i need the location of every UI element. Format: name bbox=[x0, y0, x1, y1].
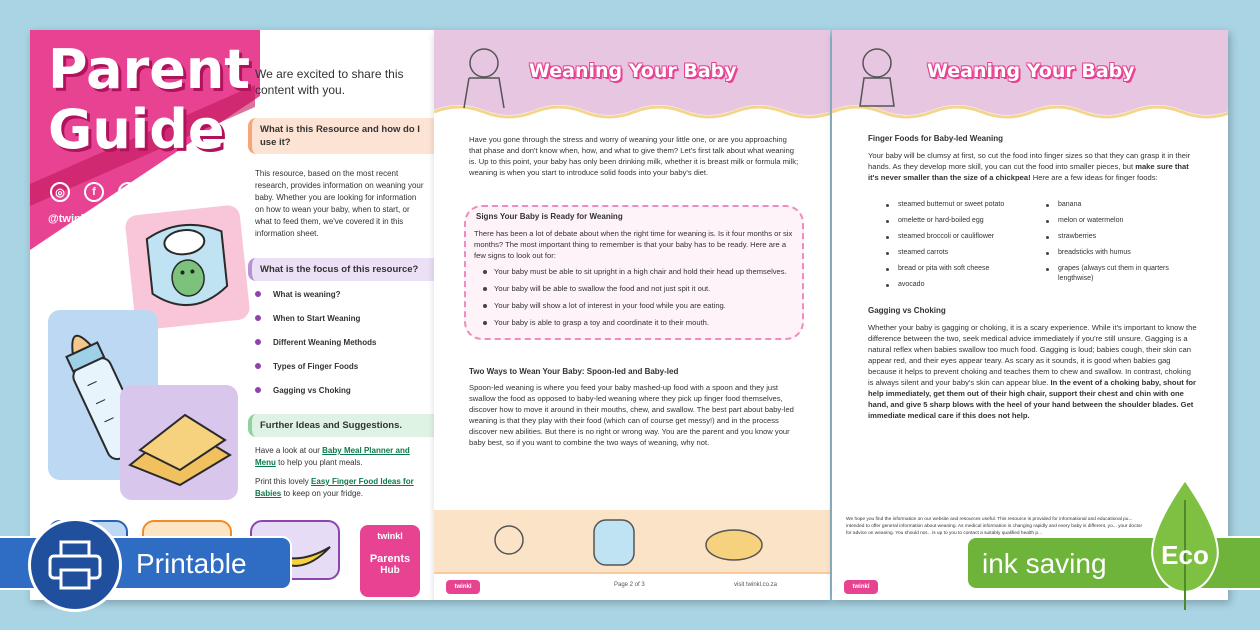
facebook-icon[interactable]: f bbox=[84, 182, 104, 202]
page-title: Weaning Your Baby bbox=[927, 60, 1135, 82]
list-item: Your baby will be able to swallow the food and not just spit it out. bbox=[480, 283, 796, 294]
footer-bar bbox=[434, 572, 830, 600]
twinkl-logo: twinkl bbox=[844, 580, 878, 594]
focus-item: Gagging vs Choking bbox=[255, 378, 376, 402]
pinterest-icon[interactable]: p bbox=[118, 182, 138, 202]
finger-text: Your baby will be clumsy at first, so cut the food into finger sizes so that they can grasp it in their hands. As they develop more skill, you can cut the food into smaller pieces, but bbox=[868, 151, 1191, 171]
list-item: omelette or hard-boiled egg bbox=[882, 216, 1052, 226]
footer-sketches bbox=[434, 510, 830, 572]
further-text: to keep on your fridge. bbox=[281, 489, 364, 498]
printable-label: Printable bbox=[136, 548, 247, 579]
list-item: avocado bbox=[882, 280, 1052, 290]
list-item: melon or watermelon bbox=[1042, 216, 1172, 226]
printable-badge bbox=[0, 536, 292, 590]
logo-line-1: Parents bbox=[369, 553, 411, 565]
signs-list bbox=[480, 266, 796, 334]
footer-url: visit twinkl.co.za bbox=[734, 582, 778, 588]
foods-list-col1 bbox=[882, 200, 1052, 296]
parent-guide-page bbox=[30, 30, 434, 600]
intro-paragraph: Have you gone through the stress and worry of weaning your little one, or are you approaching that phase and don't know when, how, and what to give them? Let's first talk about what weaning is. Up to this point, your baby has only been drinking milk, whether it is breast milk or formula milk; weaning is when you start to introduce solid foods into your baby's diet. bbox=[469, 135, 799, 177]
gagging-paragraph bbox=[868, 322, 1198, 421]
further-text: Have a look at our bbox=[255, 446, 323, 455]
gag-bold: In the event of a choking baby, shout for help immediately, get them out of their high chair, support their chest and chin with one hand, and give 5 sharp blows with the heel of your hand between the shoulder blades. Get immediate medical care if this does not help. bbox=[868, 378, 1196, 420]
printer-icon bbox=[28, 518, 122, 612]
ways-heading: Two Ways to Wean Your Baby: Spoon-led and Baby-led bbox=[469, 367, 679, 376]
page-number: Page 2 of 3 bbox=[614, 582, 645, 588]
ink-saving-label: ink saving bbox=[982, 548, 1107, 579]
crepes-illustration bbox=[120, 385, 238, 500]
list-item: steamed broccoli or cauliflower bbox=[882, 232, 1052, 242]
eco-label: Eco bbox=[1161, 540, 1209, 570]
weaning-page-2 bbox=[434, 30, 830, 600]
focus-item: What is weaning? bbox=[255, 282, 376, 306]
finger-bold: make sure that it's never smaller than the size of a chickpea! bbox=[868, 162, 1189, 182]
intro-text: We are excited to share this content with you. bbox=[255, 67, 404, 97]
focus-list bbox=[255, 282, 376, 402]
signs-intro: There has been a lot of debate about when the right time for weaning is. Is it four months or six months? The most important thing to remember is that your baby has to be ready. Here are a few signs to look out for: bbox=[474, 229, 793, 260]
baby-highchair-sketch bbox=[449, 38, 524, 113]
disclaimer-text: We hope you find the information on our website and resources useful. This resource is provided for informational and educational pu... intended to offer general information about weaning. As medical information is changing rapidly and every baby is different, yo... your doctor for advice on weaning. You should not... is up to you to contact a suitably qualified health p... bbox=[846, 517, 1143, 536]
list-item: grapes (always cut them in quarters lengthwise) bbox=[1042, 264, 1172, 284]
list-item: Your baby must be able to sit upright in a high chair and hold their head up themselves. bbox=[480, 266, 796, 277]
title-line-2: Guide bbox=[48, 98, 225, 161]
section-heading-focus: What is the focus of this resource? bbox=[248, 258, 434, 281]
gag-text: Whether your baby is gagging or choking, it is a scary experience. While it's important to know the difference between the two, seek medical advice immediately if you're still unsure. Gagging is a natural reflex when babies swallow too much food. Gagging is loud; babies cough, their skin can appear red, and their eyes appear teary. As scary as it sounds, it is good when babies gag because it helps to prevent choking and teaches them to chew and swallow. In contrast, choking is always silent and your baby's skin can appear blue. bbox=[868, 323, 1197, 387]
list-item: breadsticks with humus bbox=[1042, 248, 1172, 258]
list-item: Your baby will show a lot of interest in your food while you are eating. bbox=[480, 300, 796, 311]
gagging-heading: Gagging vs Choking bbox=[868, 306, 946, 315]
instagram-icon[interactable]: ◎ bbox=[50, 182, 70, 202]
section-heading-further: Further Ideas and Suggestions. bbox=[248, 414, 434, 437]
further-text: Print this lovely bbox=[255, 477, 312, 486]
eco-leaf-badge bbox=[1147, 480, 1223, 610]
further-text: to help you plant meals. bbox=[275, 458, 363, 467]
further-para-2 bbox=[255, 476, 425, 500]
finger-foods-paragraph bbox=[868, 150, 1198, 183]
focus-item: Types of Finger Foods bbox=[255, 354, 376, 378]
twinkl-logo: twinkl bbox=[446, 580, 480, 594]
guide-title bbox=[48, 40, 250, 160]
focus-item: Different Weaning Methods bbox=[255, 330, 376, 354]
finger-text: Here are a few ideas for finger foods: bbox=[1030, 173, 1158, 182]
section-heading-what-is: What is this Resource and how do I use it? bbox=[248, 118, 434, 154]
further-para-1 bbox=[255, 445, 425, 469]
list-item: steamed butternut or sweet potato bbox=[882, 200, 1052, 210]
baby-sketch bbox=[842, 38, 917, 113]
what-is-body: This resource, based on the most recent research, provides information on weaning your baby. Whether you are looking for information on how to wean your baby, when to start, or what to feed them, we've covered it in this information sheet. bbox=[255, 169, 424, 238]
crepe-icon bbox=[120, 385, 238, 500]
social-handle: @twinkl_sa bbox=[48, 213, 109, 225]
list-item: banana bbox=[1042, 200, 1172, 210]
list-item: bread or pita with soft cheese bbox=[882, 264, 1052, 274]
list-item: steamed carrots bbox=[882, 248, 1052, 258]
list-item: strawberries bbox=[1042, 232, 1172, 242]
logo-line-2: Hub bbox=[380, 565, 400, 576]
foods-list-col2 bbox=[1042, 200, 1172, 290]
signs-heading: Signs Your Baby is Ready for Weaning bbox=[476, 212, 623, 221]
logo-brand: twinkl bbox=[377, 531, 403, 541]
ways-paragraph: Spoon-led weaning is where you feed your baby mashed-up food with a spoon and they just swallow the food as opposed to baby-led weaning where they pick up finger food themselves, discover how to move it around in their mouths, chew, and swallow. The best part about baby-led weaning is that they play with their food (which can of course get messy!) and in the process discover new abilities. But there is no right or wrong way. You are the parent and you know your baby best, so if you want to combine the two ways of weaning, why not. bbox=[469, 383, 794, 447]
list-item: Your baby is able to grasp a toy and coordinate it to their mouth. bbox=[480, 317, 796, 328]
finger-food-link[interactable]: Easy Finger Food Ideas for Babies bbox=[255, 477, 414, 498]
parents-hub-logo bbox=[360, 525, 420, 597]
social-links bbox=[50, 182, 138, 202]
focus-item: When to Start Weaning bbox=[255, 306, 376, 330]
finger-foods-heading: Finger Foods for Baby-led Weaning bbox=[868, 134, 1003, 143]
page-title: Weaning Your Baby bbox=[529, 60, 737, 82]
meal-planner-link[interactable]: Baby Meal Planner and Menu bbox=[255, 446, 410, 467]
title-line-1: Parent bbox=[48, 38, 251, 101]
